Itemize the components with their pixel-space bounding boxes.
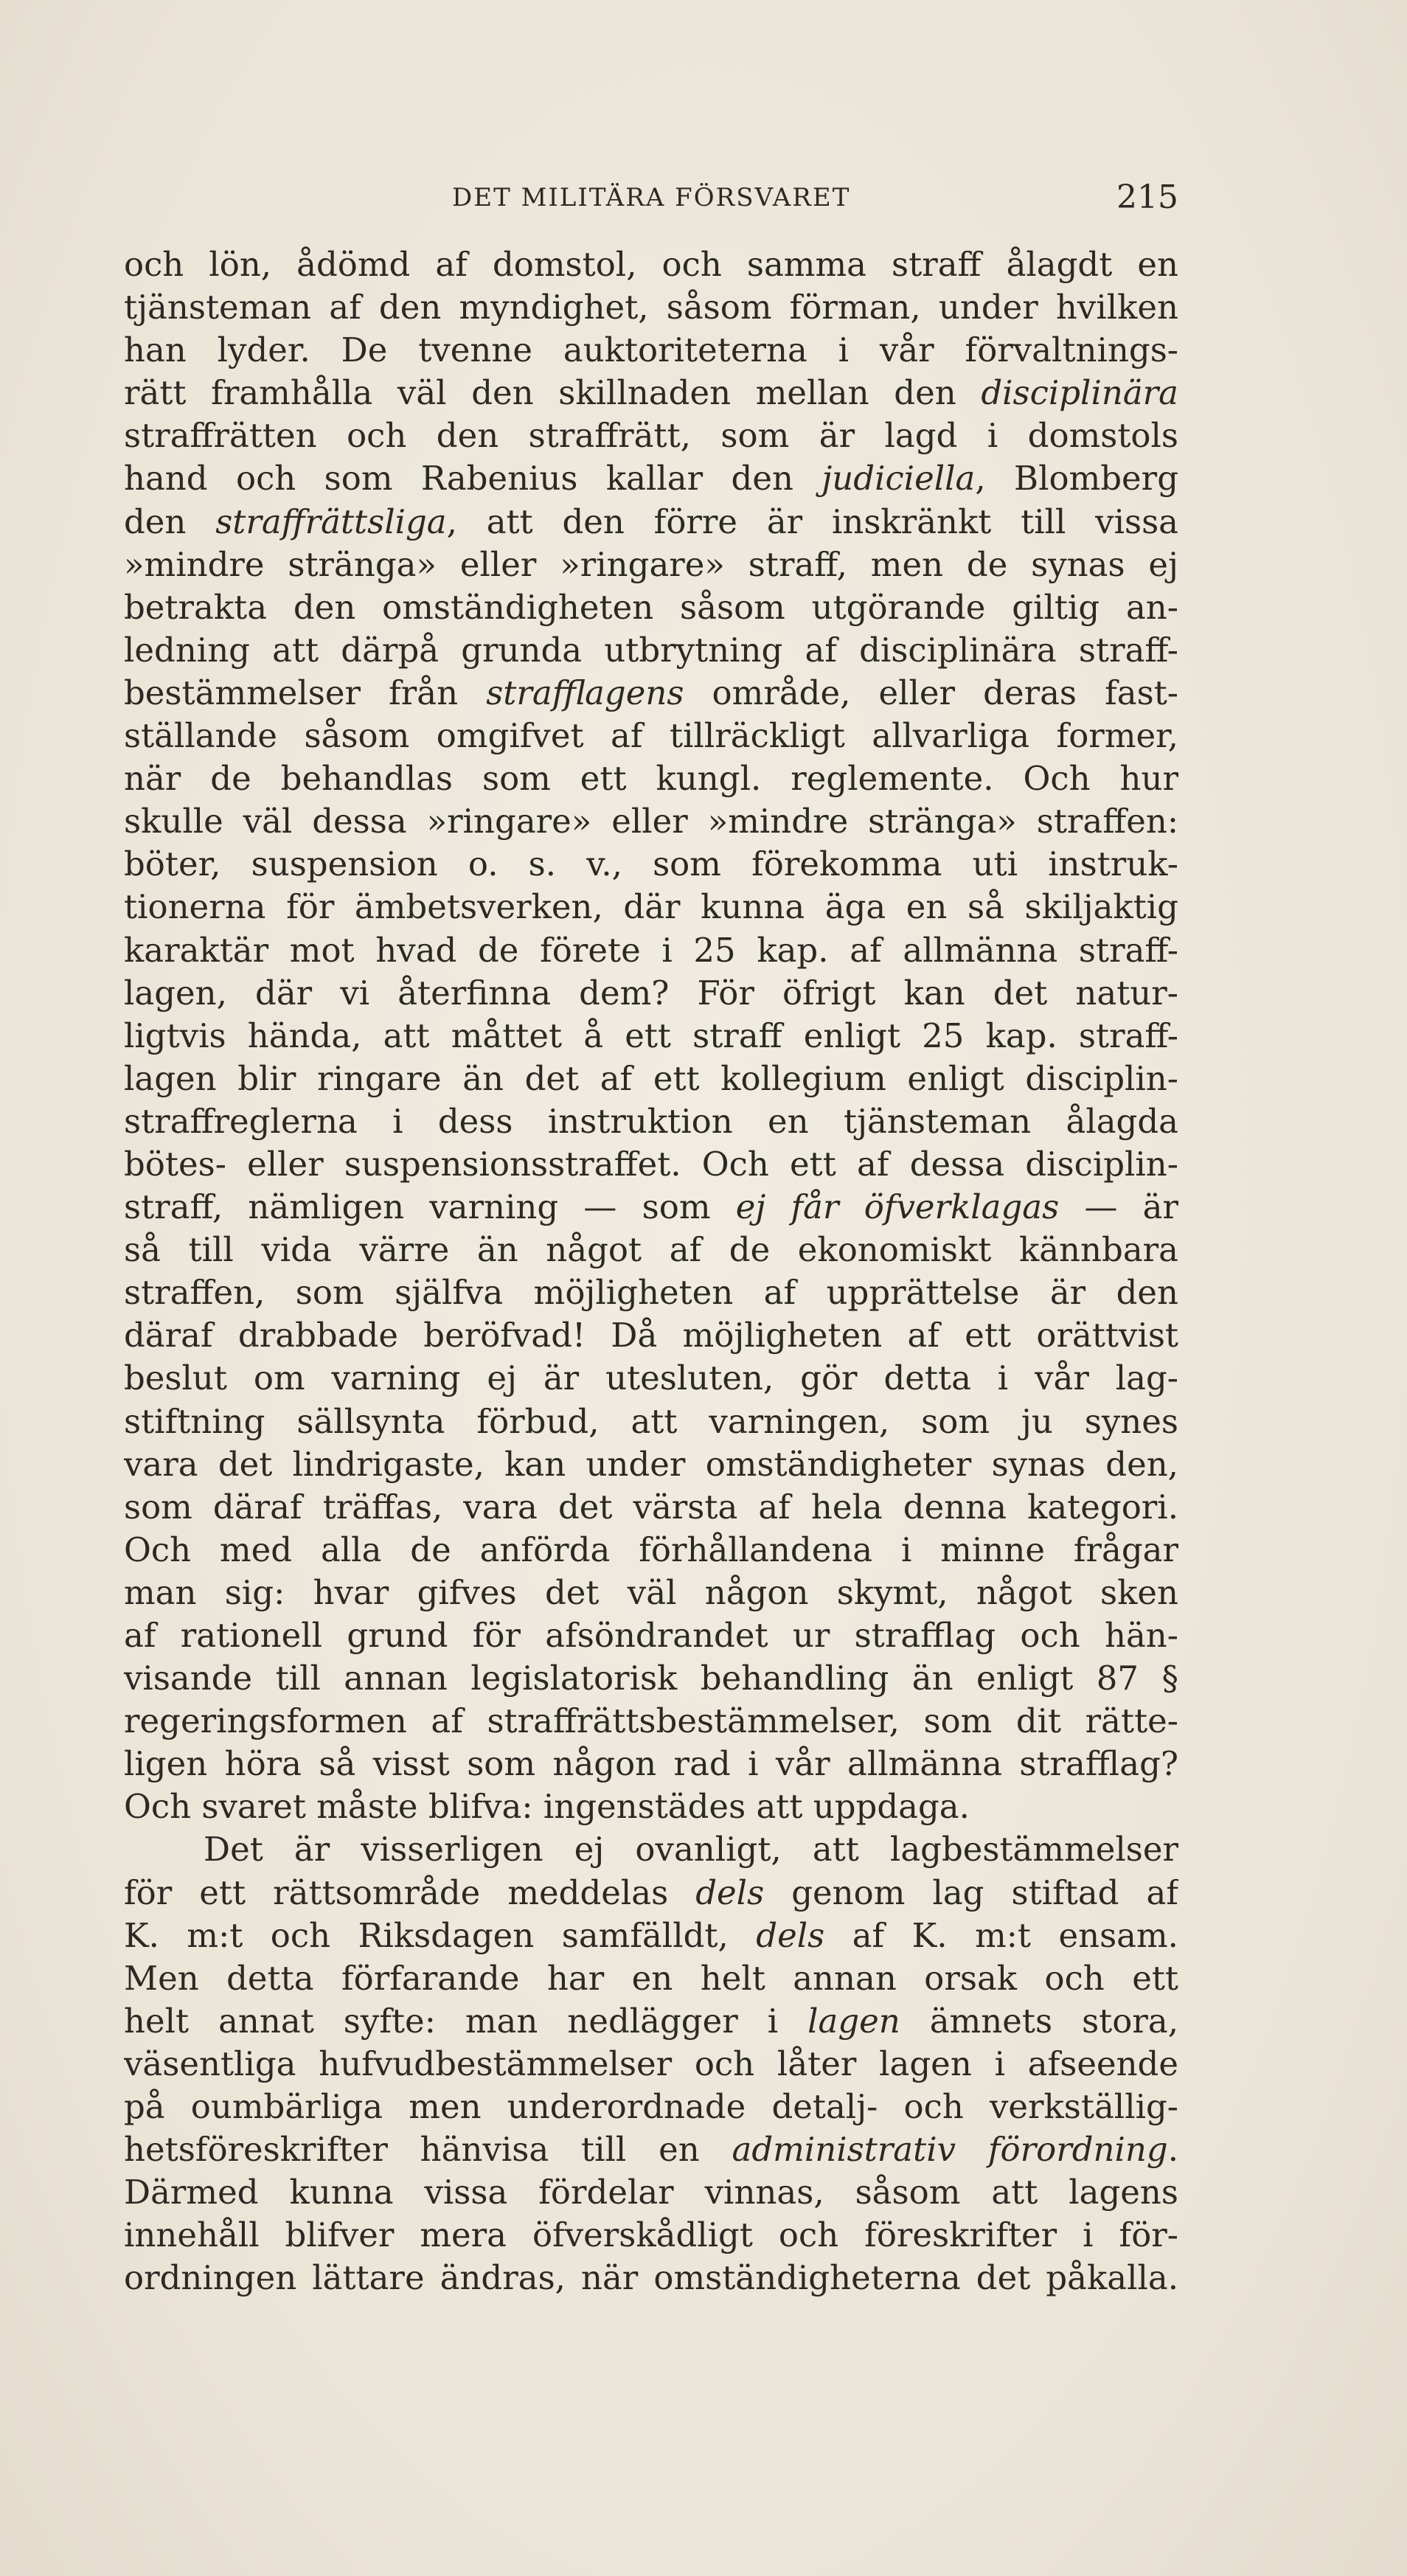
- text-segment: ställande såsom omgifvet af tillräckligt allvarliga former,: [124, 716, 1178, 756]
- text-segment: straffen, som själfva möjligheten af upprättelse är den: [124, 1273, 1178, 1313]
- text-line: [124, 672, 1178, 715]
- text-line: [124, 843, 1178, 886]
- text-segment: tionerna för ämbetsverken, där kunna äga en så skiljaktig: [124, 887, 1178, 927]
- page-header: [124, 176, 1178, 220]
- text-line: [124, 629, 1178, 672]
- text-line: [124, 1828, 1178, 1871]
- text-segment: väsentliga hufvudbestämmelser och låter lagen i afseende: [124, 2044, 1178, 2083]
- text-segment: tjänsteman af den myndighet, såsom förman, under hvilken: [124, 288, 1178, 327]
- text-segment: Men detta förfarande har en helt annan orsak och ett: [124, 1958, 1178, 1998]
- text-line: [124, 586, 1178, 629]
- italic-text: dels: [756, 1915, 825, 1955]
- text-line: [124, 1058, 1178, 1100]
- text-segment: för ett rättsområde meddelas: [124, 1872, 696, 1912]
- text-segment: ordningen lättare ändras, när omständigheterna det påkalla.: [124, 2258, 1178, 2298]
- text-line: [124, 286, 1178, 329]
- text-line: [124, 2257, 1178, 2299]
- text-segment: bötes- eller suspensionsstraffet. Och ett af dessa disciplin-: [124, 1144, 1178, 1184]
- text-segment: visande till annan legislatorisk behandling än enligt 87 §: [124, 1659, 1178, 1698]
- text-line: [124, 243, 1178, 286]
- text-segment: ämnets stora,: [900, 2001, 1178, 2041]
- text-segment: Därmed kunna vissa fördelar vinnas, såsom att lagens: [124, 2173, 1178, 2212]
- text-segment: på oumbärliga men underordnade detalj- och verkställig-: [124, 2087, 1178, 2127]
- text-segment: ligtvis hända, att måttet å ett straff enligt 25 kap. straff-: [124, 1016, 1178, 1055]
- text-line: [124, 501, 1178, 544]
- text-segment: helt annat syfte: man nedlägger i: [124, 2001, 808, 2041]
- text-line: [124, 1657, 1178, 1700]
- text-segment: betrakta den omständigheten såsom utgörande giltig an-: [124, 587, 1178, 627]
- text-line: [124, 1015, 1178, 1058]
- italic-text: ej får öfverklagas: [735, 1187, 1060, 1227]
- text-segment: ligen höra så visst som någon rad i vår allmänna strafflag?: [124, 1744, 1178, 1784]
- text-segment: K. m:t och Riksdagen samfälldt,: [124, 1915, 757, 1955]
- text-segment: , att den förre är inskränkt till vissa: [446, 501, 1178, 541]
- body-text: [124, 243, 1178, 2300]
- text-segment: vara det lindrigaste, kan under omständigheter synas den,: [124, 1444, 1178, 1484]
- text-line: [124, 1143, 1178, 1186]
- text-segment: af rationell grund för afsöndrandet ur strafflag och hän-: [124, 1616, 1178, 1655]
- text-segment: han lyder. De tvenne auktoriteterna i vår förvaltnings-: [124, 330, 1178, 370]
- text-line: [124, 2043, 1178, 2086]
- text-line: [124, 1100, 1178, 1143]
- italic-text: strafflagens: [486, 673, 684, 712]
- text-line: [124, 1914, 1178, 1957]
- text-line: [124, 1271, 1178, 1314]
- text-segment: Och svaret måste blifva: ingenstädes att uppdaga.: [124, 1787, 970, 1827]
- text-segment: beslut om varning ej är utesluten, gör detta i vår lag-: [124, 1358, 1178, 1398]
- text-segment: Det är visserligen ej ovanligt, att lagbestämmelser: [204, 1830, 1178, 1869]
- text-line: [124, 329, 1178, 372]
- italic-text: administrativ förordning: [732, 2130, 1168, 2170]
- text-line: [124, 1785, 1178, 1828]
- text-line: [124, 2171, 1178, 2214]
- text-segment: — är: [1059, 1187, 1178, 1227]
- italic-text: judiciella: [821, 459, 976, 499]
- text-line: [124, 1872, 1178, 1914]
- text-line: [124, 1486, 1178, 1529]
- text-line: [124, 1400, 1178, 1443]
- text-segment: straffrätten och den straffrätt, som är lagd i domstols: [124, 416, 1178, 456]
- text-line: [124, 1743, 1178, 1785]
- text-line: [124, 1700, 1178, 1743]
- text-segment: innehåll blifver mera öfverskådligt och föreskrifter i för-: [124, 2215, 1178, 2255]
- italic-text: dels: [695, 1872, 765, 1912]
- text-segment: genom lag stiftad af: [764, 1872, 1178, 1912]
- text-segment: straffreglerna i dess instruktion en tjänsteman ålagda: [124, 1101, 1178, 1141]
- text-segment: straff, nämligen varning — som: [124, 1187, 736, 1227]
- text-line: [124, 2000, 1178, 2043]
- text-segment: ledning att därpå grunda utbrytning af disciplinära straff-: [124, 630, 1178, 670]
- text-line: [124, 1614, 1178, 1657]
- text-line: [124, 2214, 1178, 2257]
- text-line: [124, 1572, 1178, 1614]
- italic-text: lagen: [807, 2001, 900, 2041]
- text-segment: regeringsformen af straffrättsbestämmelser, som dit rätte-: [124, 1701, 1178, 1741]
- text-line: [124, 929, 1178, 972]
- text-segment: däraf drabbade beröfvad! Då möjligheten af ett orättvist: [124, 1316, 1178, 1355]
- text-segment: .: [1167, 2130, 1178, 2170]
- italic-text: straffrättsliga: [215, 501, 447, 541]
- text-line: [124, 1314, 1178, 1357]
- text-segment: lagen, där vi återfinna dem? För öfrigt kan det natur-: [124, 973, 1178, 1013]
- text-line: [124, 800, 1178, 843]
- text-segment: område, eller deras fast-: [684, 673, 1178, 712]
- text-segment: af K. m:t ensam.: [824, 1915, 1178, 1955]
- text-segment: lagen blir ringare än det af ett kollegium enligt disciplin-: [124, 1058, 1178, 1098]
- text-segment: rätt framhålla väl den skillnaden mellan den: [124, 373, 982, 413]
- text-segment: , Blomberg: [975, 459, 1178, 499]
- text-segment: när de behandlas som ett kungl. reglemente. Och hur: [124, 759, 1178, 799]
- text-segment: böter, suspension o. s. v., som förekomma uti instruk-: [124, 844, 1178, 884]
- text-line: [124, 1186, 1178, 1229]
- text-segment: hetsföreskrifter hänvisa till en: [124, 2130, 732, 2170]
- text-line: [124, 715, 1178, 757]
- text-segment: man sig: hvar gifves det väl någon skymt, något sken: [124, 1572, 1178, 1612]
- text-segment: bestämmelser från: [124, 673, 487, 712]
- text-segment: stiftning sällsynta förbud, att varningen, som ju synes: [124, 1401, 1178, 1441]
- text-line: [124, 1229, 1178, 1271]
- text-segment: så till vida värre än något af de ekonomiskt kännbara: [124, 1230, 1178, 1270]
- text-segment: hand och som Rabenius kallar den: [124, 459, 822, 499]
- page-number: 215: [1116, 178, 1178, 216]
- text-line: [124, 414, 1178, 457]
- text-line: [124, 1529, 1178, 1572]
- text-segment: karaktär mot hvad de förete i 25 kap. af allmänna straff-: [124, 930, 1178, 970]
- text-line: [124, 1957, 1178, 2000]
- text-line: [124, 1357, 1178, 1400]
- text-line: [124, 457, 1178, 500]
- text-segment: »mindre stränga» eller »ringare» straff, men de synas ej: [124, 544, 1178, 584]
- text-line: [124, 372, 1178, 414]
- text-segment: den: [124, 501, 216, 541]
- italic-text: disciplinära: [981, 373, 1178, 413]
- text-line: [124, 1443, 1178, 1486]
- text-line: [124, 886, 1178, 928]
- text-segment: skulle väl dessa »ringare» eller »mindre stränga» straffen:: [124, 802, 1178, 841]
- text-segment: och lön, ådömd af domstol, och samma straff ålagdt en: [124, 245, 1178, 284]
- text-segment: som däraf träffas, vara det värsta af hela denna kategori.: [124, 1487, 1178, 1527]
- running-title: DET MILITÄRA FÖRSVARET: [452, 183, 851, 212]
- text-segment: Och med alla de anförda förhållandena i minne frågar: [124, 1530, 1178, 1569]
- text-line: [124, 2086, 1178, 2128]
- text-line: [124, 544, 1178, 586]
- text-line: [124, 972, 1178, 1015]
- text-line: [124, 757, 1178, 800]
- text-line: [124, 2128, 1178, 2171]
